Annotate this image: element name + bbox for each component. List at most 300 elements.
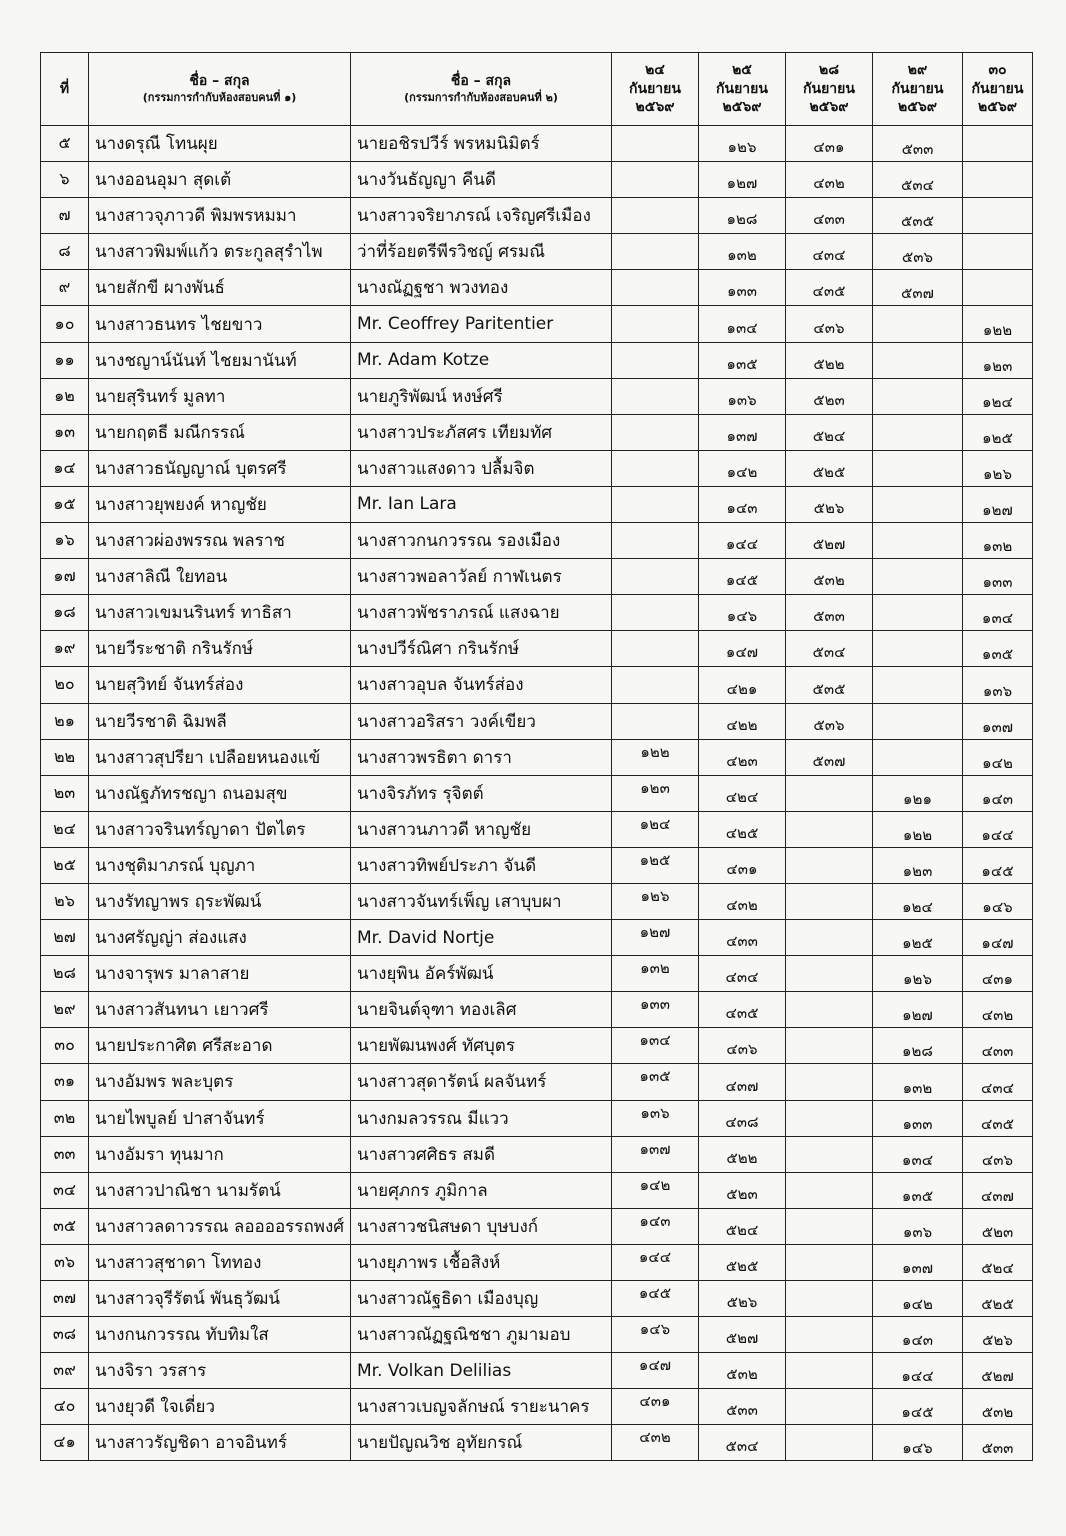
- room-number: ๑๓๕: [963, 631, 1033, 667]
- proctor2-subtitle: (กรรมการกำกับห้องสอบคนที่ ๒): [404, 91, 558, 105]
- room-number: [963, 126, 1033, 162]
- room-number: ๔๓๒: [963, 992, 1033, 1028]
- proctor1-subtitle: (กรรมการกำกับห้องสอบคนที่ ๑): [142, 91, 297, 105]
- table-row: [41, 414, 1033, 450]
- proctor1-name: นางชญาน์นันท์ ไชยมานันท์: [89, 342, 351, 378]
- proctor2-name: นางสาวพัชราภรณ์ แสงฉาย: [351, 595, 612, 631]
- proctor2-name: นางสาวณัฏฐณิชชา ภูมามอบ: [351, 1317, 612, 1353]
- room-number: ๑๓๗: [963, 703, 1033, 739]
- proctor1-title: ชื่อ – สกุล: [189, 73, 250, 90]
- proctor2-name: นายศุภกร ภูมิกาล: [351, 1172, 612, 1208]
- room-number: ๑๓๔: [963, 595, 1033, 631]
- room-number: ๕๓๓: [963, 1425, 1033, 1461]
- proctor2-name: นางยุพิน อัคร์พัฒน์: [351, 956, 612, 992]
- room-number: ๕๒๗: [963, 1353, 1033, 1389]
- table-row: [41, 342, 1033, 378]
- room-number: [786, 811, 873, 847]
- room-number: ๑๒๗: [612, 920, 699, 956]
- room-number: ๕๒๕: [699, 1244, 786, 1280]
- room-number: ๔๓๔: [963, 1064, 1033, 1100]
- room-number: ๑๒๘: [699, 198, 786, 234]
- proctor1-name: นางออนอุมา สุดเต้: [89, 162, 351, 198]
- room-number: ๔๒๓: [699, 739, 786, 775]
- room-number: ๑๓๖: [963, 667, 1033, 703]
- room-number: ๑๒๓: [612, 775, 699, 811]
- room-number: [873, 486, 963, 522]
- room-number: ๑๔๔: [612, 1244, 699, 1280]
- room-number: ๕๒๔: [963, 1244, 1033, 1280]
- table-row: [41, 703, 1033, 739]
- row-number: ๑๘: [41, 595, 89, 631]
- proctor2-name: นางสาวพรธิตา ดารา: [351, 739, 612, 775]
- row-number: ๒๗: [41, 920, 89, 956]
- proctor2-name: นางสาวพอลาวัลย์ กาฬเนตร: [351, 559, 612, 595]
- table-row: [41, 811, 1033, 847]
- room-number: [963, 162, 1033, 198]
- proctor2-name: นายปัญณวิช อุทัยกรณ์: [351, 1425, 612, 1461]
- room-number: ๑๔๒: [699, 450, 786, 486]
- room-number: [786, 992, 873, 1028]
- proctor1-name: นางสาวจุภาวดี พิมพรหมมา: [89, 198, 351, 234]
- room-number: ๔๓๑: [963, 956, 1033, 992]
- date-month: กันยายน: [971, 80, 1024, 97]
- proctor2-name: นางกมลวรรณ มีแวว: [351, 1100, 612, 1136]
- proctor2-name: นางสาวเบญจลักษณ์ รายะนาคร: [351, 1389, 612, 1425]
- room-number: [786, 1208, 873, 1244]
- room-number: ๑๓๔: [873, 1136, 963, 1172]
- room-number: ๑๓๕: [873, 1172, 963, 1208]
- table-row: [41, 1389, 1033, 1425]
- room-number: ๑๒๗: [963, 486, 1033, 522]
- date-day: ๓๐: [988, 61, 1007, 78]
- proctor1-name: นางอัมพร พละบุตร: [89, 1064, 351, 1100]
- table-row: [41, 1244, 1033, 1280]
- proctor2-column-header: [351, 53, 612, 126]
- proctor1-name: นางดรุณี โทนผุย: [89, 126, 351, 162]
- table-row: [41, 1064, 1033, 1100]
- room-number: ๑๓๕: [699, 342, 786, 378]
- room-number: ๔๓๖: [786, 306, 873, 342]
- room-number: ๑๓๓: [612, 992, 699, 1028]
- room-number: ๕๓๖: [786, 703, 873, 739]
- room-number: ๑๔๗: [612, 1353, 699, 1389]
- proctor1-name: นางศรัญญ่า ส่องแสง: [89, 920, 351, 956]
- proctor2-name: Mr. Volkan Delilias: [351, 1353, 612, 1389]
- room-number: ๕๓๔: [699, 1425, 786, 1461]
- proctor1-name: นางสาวเขมนรินทร์ ทาธิสา: [89, 595, 351, 631]
- room-number: ๑๓๒: [612, 956, 699, 992]
- proctor2-title: ชื่อ – สกุล: [450, 73, 512, 90]
- row-number: ๒๖: [41, 883, 89, 919]
- row-number: ๑๒: [41, 378, 89, 414]
- row-number: ๓๗: [41, 1281, 89, 1317]
- room-number: [873, 739, 963, 775]
- row-number: ๔๑: [41, 1425, 89, 1461]
- table-row: [41, 739, 1033, 775]
- room-number: [612, 703, 699, 739]
- row-number: ๑๐: [41, 306, 89, 342]
- row-number: ๑๔: [41, 450, 89, 486]
- row-number: ๓๖: [41, 1244, 89, 1280]
- room-number: ๑๓๓: [873, 1100, 963, 1136]
- room-number: ๑๒๘: [873, 1028, 963, 1064]
- room-number: [786, 775, 873, 811]
- proctor2-name: นางสาวอุบล จันทร์ส่อง: [351, 667, 612, 703]
- table-row: [41, 1353, 1033, 1389]
- proctor1-name: นายกฤตธี มณีกรรณ์: [89, 414, 351, 450]
- room-number: [786, 847, 873, 883]
- row-number: ๓๔: [41, 1172, 89, 1208]
- room-number: [786, 1100, 873, 1136]
- room-number: ๑๒๒: [963, 306, 1033, 342]
- proctor1-name: นายสักขี ผางพันธ์: [89, 270, 351, 306]
- proctor2-name: นางสาวกนกวรรณ รองเมือง: [351, 523, 612, 559]
- room-number: ๕๒๒: [786, 342, 873, 378]
- room-number: ๑๒๖: [699, 126, 786, 162]
- room-number: ๕๒๔: [699, 1208, 786, 1244]
- table-row: [41, 920, 1033, 956]
- row-number: ๓๓: [41, 1136, 89, 1172]
- proctor1-name: นางสาวจรินทร์ญาดา ปัตไตร: [89, 811, 351, 847]
- room-number: ๕๒๖: [786, 486, 873, 522]
- header-row: [41, 53, 1033, 126]
- room-number: ๕๒๗: [699, 1317, 786, 1353]
- proctor2-name: Mr. Adam Kotze: [351, 342, 612, 378]
- table-row: [41, 1281, 1033, 1317]
- table-row: [41, 595, 1033, 631]
- row-number: ๖: [41, 162, 89, 198]
- proctor1-name: นางกนกวรรณ ทับทิมใส: [89, 1317, 351, 1353]
- proctor1-name: นางสาวปาณิชา นามรัตน์: [89, 1172, 351, 1208]
- proctor1-name: นางอัมรา ทุนมาก: [89, 1136, 351, 1172]
- room-number: [963, 198, 1033, 234]
- room-number: ๔๓๔: [699, 956, 786, 992]
- proctor1-name: นายวีรชาติ ฉิมพลี: [89, 703, 351, 739]
- room-number: [612, 234, 699, 270]
- room-number: [612, 523, 699, 559]
- table-row: [41, 559, 1033, 595]
- room-number: ๑๒๕: [612, 847, 699, 883]
- room-number: ๑๓๖: [612, 1100, 699, 1136]
- room-number: ๕๓๔: [786, 631, 873, 667]
- date-year: ๒๕๖๙: [898, 99, 937, 116]
- room-number: ๑๔๖: [699, 595, 786, 631]
- row-number: ๑๕: [41, 486, 89, 522]
- room-number: ๑๔๓: [699, 486, 786, 522]
- date-day: ๒๕: [732, 61, 752, 78]
- room-number: ๑๓๗: [873, 1244, 963, 1280]
- table-row: [41, 956, 1033, 992]
- proctor1-name: นายประกาศิต ศรีสะอาด: [89, 1028, 351, 1064]
- room-number: ๑๔๕: [963, 847, 1033, 883]
- room-number: [612, 631, 699, 667]
- proctor2-name: นางยุภาพร เชื้อสิงห์: [351, 1244, 612, 1280]
- room-number: ๑๒๒: [612, 739, 699, 775]
- date-day: ๒๔: [645, 61, 665, 78]
- room-number: ๔๓๖: [699, 1028, 786, 1064]
- room-number: ๑๓๒: [873, 1064, 963, 1100]
- table-row: [41, 523, 1033, 559]
- table-row: [41, 631, 1033, 667]
- row-number: ๒๑: [41, 703, 89, 739]
- room-number: [786, 1425, 873, 1461]
- table-row: [41, 1136, 1033, 1172]
- table-row: [41, 1208, 1033, 1244]
- room-number: [873, 342, 963, 378]
- room-number: ๕๓๒: [699, 1353, 786, 1389]
- room-number: ๕๓๖: [873, 234, 963, 270]
- room-number: ๕๓๓: [786, 595, 873, 631]
- room-number: [612, 414, 699, 450]
- date-year: ๒๕๖๙: [722, 99, 762, 116]
- room-number: [963, 234, 1033, 270]
- room-number: ๕๓๓: [699, 1389, 786, 1425]
- room-number: [612, 378, 699, 414]
- proctor1-name: นางสาวสุปรียา เปลือยหนองแข้: [89, 739, 351, 775]
- room-number: [873, 667, 963, 703]
- proctor2-name: นางสาวแสงดาว ปลื้มจิต: [351, 450, 612, 486]
- room-number: [873, 559, 963, 595]
- room-number: ๕๒๔: [786, 414, 873, 450]
- room-number: ๕๒๕: [963, 1281, 1033, 1317]
- room-number: [612, 486, 699, 522]
- table-row: [41, 1028, 1033, 1064]
- row-number: ๕: [41, 126, 89, 162]
- date-month: กันยายน: [803, 80, 855, 97]
- room-number: ๕๓๗: [786, 739, 873, 775]
- room-number: ๔๓๓: [699, 920, 786, 956]
- room-number: ๑๒๔: [612, 811, 699, 847]
- row-number: ๒๘: [41, 956, 89, 992]
- room-number: [873, 523, 963, 559]
- proctor1-name: นางจิรา วรสาร: [89, 1353, 351, 1389]
- proctor2-name: นางปวีร์ณิศา กรินรักษ์: [351, 631, 612, 667]
- room-number: [612, 270, 699, 306]
- proctor2-name: นางจิรภัทร รุจิตต์: [351, 775, 612, 811]
- room-number: [786, 1172, 873, 1208]
- table-row: [41, 270, 1033, 306]
- proctor2-name: นางสาวสุดารัตน์ ผลจันทร์: [351, 1064, 612, 1100]
- proctor2-name: นายจินต์จุฑา ทองเลิศ: [351, 992, 612, 1028]
- proctor2-name: นายภูริพัฒน์ หงษ์ศรี: [351, 378, 612, 414]
- row-number: ๓๑: [41, 1064, 89, 1100]
- table-row: [41, 306, 1033, 342]
- room-number: ๑๔๓: [963, 775, 1033, 811]
- table-row: [41, 775, 1033, 811]
- room-number: ๔๒๒: [699, 703, 786, 739]
- room-number: ๕๓๕: [873, 198, 963, 234]
- row-number: ๒๕: [41, 847, 89, 883]
- room-number: [786, 1281, 873, 1317]
- room-number: [786, 1317, 873, 1353]
- proctor1-name: นายไพบูลย์ ปาสาจันทร์: [89, 1100, 351, 1136]
- room-number: ๕๒๓: [786, 378, 873, 414]
- room-number: ๕๓๗: [873, 270, 963, 306]
- room-number: ๑๒๖: [963, 450, 1033, 486]
- room-number: ๔๒๔: [699, 775, 786, 811]
- room-number: ๑๔๖: [873, 1425, 963, 1461]
- date-day: ๒๙: [907, 61, 928, 78]
- room-number: [873, 414, 963, 450]
- room-number: ๔๓๑: [612, 1389, 699, 1425]
- room-number: ๑๒๕: [963, 414, 1033, 450]
- proctor2-name: นางสาวศศิธร สมดี: [351, 1136, 612, 1172]
- room-number: ๔๓๕: [699, 992, 786, 1028]
- proctor2-name: Mr. David Nortje: [351, 920, 612, 956]
- room-number: [786, 1353, 873, 1389]
- proctor1-name: นางสาวลดาวรรณ ลออออรรถพงศ์: [89, 1208, 351, 1244]
- proctor1-name: นางณัฐภัทรชญา ถนอมสุข: [89, 775, 351, 811]
- proctor2-name: นางสาวประภัสศร เทียมทัศ: [351, 414, 612, 450]
- table-row: [41, 162, 1033, 198]
- row-number: ๒๔: [41, 811, 89, 847]
- proctor1-name: นางสาวธนัญญาณ์ บุตรศรี: [89, 450, 351, 486]
- room-number: ๔๒๕: [699, 811, 786, 847]
- room-number: ๑๔๕: [612, 1281, 699, 1317]
- table-row: [41, 126, 1033, 162]
- room-number: ๑๔๓: [873, 1317, 963, 1353]
- room-number: ๔๓๕: [963, 1100, 1033, 1136]
- proctor2-name: นางสาวณัฐธิดา เมืองบุญ: [351, 1281, 612, 1317]
- proctor1-name: นางสาวสันทนา เยาวศรี: [89, 992, 351, 1028]
- room-number: ๕๓๔: [873, 162, 963, 198]
- row-number: ๙: [41, 270, 89, 306]
- room-number: [612, 342, 699, 378]
- room-number: ๑๒๕: [873, 920, 963, 956]
- date-column-header: [699, 53, 786, 126]
- room-number: ๑๓๖: [873, 1208, 963, 1244]
- proctor2-name: นางสาวจันทร์เพ็ญ เสาบุบผา: [351, 883, 612, 919]
- room-number: [612, 595, 699, 631]
- room-number: ๔๓๑: [786, 126, 873, 162]
- table-row: [41, 1317, 1033, 1353]
- table-row: [41, 378, 1033, 414]
- proctor1-name: นายวีระชาติ กรินรักษ์: [89, 631, 351, 667]
- row-number: ๑๖: [41, 523, 89, 559]
- proctor2-name: นางณัฏฐชา พวงทอง: [351, 270, 612, 306]
- room-number: ๑๒๑: [873, 775, 963, 811]
- row-number: ๘: [41, 234, 89, 270]
- room-number: ๑๔๗: [963, 920, 1033, 956]
- proctor2-name: นายพัฒนพงศ์ ทัศบุตร: [351, 1028, 612, 1064]
- room-number: ๕๒๖: [963, 1317, 1033, 1353]
- room-number: ๑๔๒: [963, 739, 1033, 775]
- room-number: ๑๒๗: [699, 162, 786, 198]
- date-column-header: [963, 53, 1033, 126]
- room-number: ๑๒๓: [873, 847, 963, 883]
- room-number: ๔๓๕: [786, 270, 873, 306]
- row-number: ๓๘: [41, 1317, 89, 1353]
- room-number: ๑๔๓: [612, 1208, 699, 1244]
- date-year: ๒๕๖๙: [978, 99, 1017, 116]
- room-number: [786, 1064, 873, 1100]
- row-number: ๑๙: [41, 631, 89, 667]
- row-number: ๒๙: [41, 992, 89, 1028]
- room-number: ๕๓๕: [786, 667, 873, 703]
- room-number: [612, 667, 699, 703]
- room-number: ๑๓๔: [612, 1028, 699, 1064]
- date-month: กันยายน: [629, 80, 681, 97]
- proctor2-name: นางสาวทิพย์ประภา จันดี: [351, 847, 612, 883]
- room-number: ๑๔๕: [873, 1389, 963, 1425]
- row-number: ๒๐: [41, 667, 89, 703]
- row-number: ๔๐: [41, 1389, 89, 1425]
- table-row: [41, 883, 1033, 919]
- table-row: [41, 198, 1033, 234]
- room-number: [612, 126, 699, 162]
- room-number: [873, 306, 963, 342]
- proctor1-name: นายสุวิทย์ จันทร์ส่อง: [89, 667, 351, 703]
- room-number: ๑๓๕: [612, 1064, 699, 1100]
- proctor1-name: นายสุรินทร์ มูลทา: [89, 378, 351, 414]
- proctor1-column-header: [89, 53, 351, 126]
- room-number: ๑๒๖: [873, 956, 963, 992]
- proctor1-name: นางสาวธนทร ไชยขาว: [89, 306, 351, 342]
- table-body: [41, 126, 1033, 1461]
- proctor2-name: Mr. Ceoffrey Paritentier: [351, 306, 612, 342]
- room-number: ๑๒๖: [612, 883, 699, 919]
- date-column-header: [786, 53, 873, 126]
- room-number: ๔๓๓: [963, 1028, 1033, 1064]
- room-number: ๑๔๕: [699, 559, 786, 595]
- room-number: ๑๔๖: [963, 883, 1033, 919]
- room-number: ๑๓๓: [699, 270, 786, 306]
- row-number: ๓๒: [41, 1100, 89, 1136]
- proctor2-name: นายอชิรปวีร์ พรหมนิมิตร์: [351, 126, 612, 162]
- room-number: ๔๓๒: [612, 1425, 699, 1461]
- proctor1-name: นางรัทญาพร ฤระพัฒน์: [89, 883, 351, 919]
- row-number: ๑๑: [41, 342, 89, 378]
- room-number: [873, 450, 963, 486]
- row-number: ๒๒: [41, 739, 89, 775]
- room-number: ๑๓๒: [963, 523, 1033, 559]
- room-number: ๑๓๓: [963, 559, 1033, 595]
- room-number: [963, 270, 1033, 306]
- room-number: [873, 378, 963, 414]
- proctor1-name: นางสาวพิมพ์แก้ว ตระกูลสุรำไพ: [89, 234, 351, 270]
- table-row: [41, 1172, 1033, 1208]
- room-number: ๑๓๗: [699, 414, 786, 450]
- room-number: [873, 703, 963, 739]
- room-number: ๑๔๒: [612, 1172, 699, 1208]
- no-label: ที่: [59, 80, 70, 97]
- date-day: ๒๘: [818, 61, 840, 78]
- table-row: [41, 992, 1033, 1028]
- room-number: ๔๓๓: [786, 198, 873, 234]
- date-column-header: [612, 53, 699, 126]
- room-number: ๑๓๔: [699, 306, 786, 342]
- row-number: ๒๓: [41, 775, 89, 811]
- room-number: ๕๒๓: [699, 1172, 786, 1208]
- date-month: กันยายน: [891, 80, 944, 97]
- room-number: [786, 1028, 873, 1064]
- room-number: ๔๒๑: [699, 667, 786, 703]
- room-number: ๕๒๓: [963, 1208, 1033, 1244]
- date-year: ๒๕๖๙: [635, 99, 675, 116]
- room-number: ๑๓๒: [699, 234, 786, 270]
- date-column-header: [873, 53, 963, 126]
- room-number: [873, 631, 963, 667]
- room-number: [786, 1244, 873, 1280]
- row-number: ๓๙: [41, 1353, 89, 1389]
- no-column-header: [41, 53, 89, 126]
- room-number: ๑๔๔: [699, 523, 786, 559]
- proctor1-name: นางยุวดี ใจเดี่ยว: [89, 1389, 351, 1425]
- room-number: ๔๓๗: [699, 1064, 786, 1100]
- room-number: ๔๓๗: [963, 1172, 1033, 1208]
- room-number: [786, 1136, 873, 1172]
- proctor1-name: นางสาวรัญชิดา อาจอินทร์: [89, 1425, 351, 1461]
